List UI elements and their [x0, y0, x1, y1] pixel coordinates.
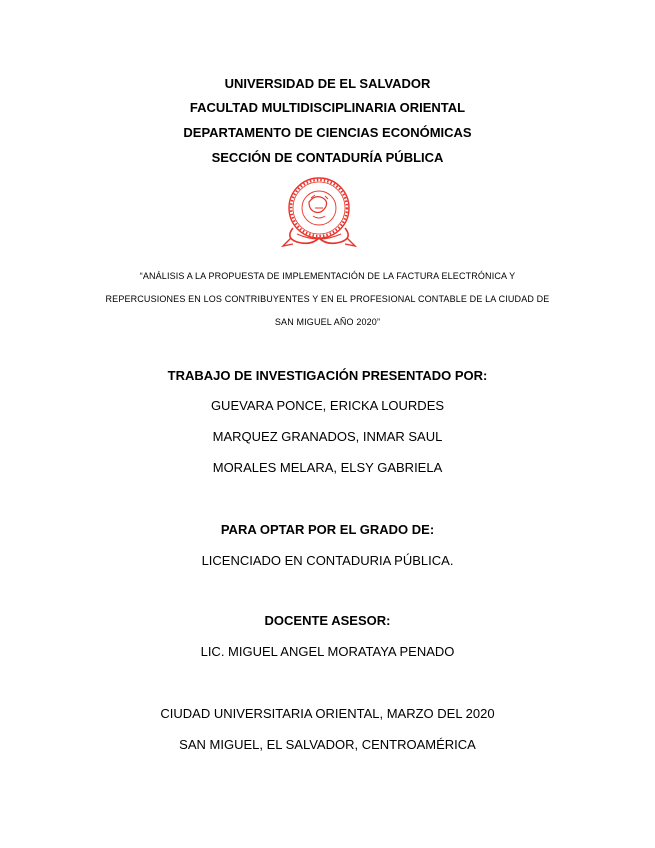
university-seal-icon	[277, 172, 361, 254]
degree-heading: PARA OPTAR POR EL GRADO DE:	[220, 522, 435, 537]
section-name: SECCIÓN DE CONTADURÍA PÚBLICA	[211, 150, 444, 165]
thesis-title-line-3: SAN MIGUEL AÑO 2020”	[274, 317, 381, 327]
advisor-heading: DOCENTE ASESOR:	[264, 613, 391, 628]
university-name: UNIVERSIDAD DE EL SALVADOR	[224, 76, 431, 91]
department-name: DEPARTAMENTO DE CIENCIAS ECONÓMICAS	[183, 125, 472, 140]
thesis-title-line-2: REPERCUSIONES EN LOS CONTRIBUYENTES Y EN EL PROFESIONAL CONTABLE DE LA CIUDAD DE	[105, 294, 550, 304]
location: SAN MIGUEL, EL SALVADOR, CENTROAMÉRICA	[179, 737, 476, 752]
author-name: GUEVARA PONCE, ERICKA LOURDES	[210, 398, 445, 413]
author-name: MARQUEZ GRANADOS, INMAR SAUL	[212, 429, 443, 444]
authors-heading: TRABAJO DE INVESTIGACIÓN PRESENTADO POR:	[167, 368, 488, 383]
author-name: MORALES MELARA, ELSY GABRIELA	[212, 460, 443, 475]
thesis-title-line-1: “ANÁLISIS A LA PROPUESTA DE IMPLEMENTACIÓN DE LA FACTURA ELECTRÓNICA Y	[139, 271, 516, 281]
advisor-name: LIC. MIGUEL ANGEL MORATAYA PENADO	[200, 644, 455, 659]
place-date: CIUDAD UNIVERSITARIA ORIENTAL, MARZO DEL 2020	[160, 706, 495, 721]
degree-value: LICENCIADO EN CONTADURIA PÚBLICA.	[201, 553, 454, 568]
faculty-name: FACULTAD MULTIDISCIPLINARIA ORIENTAL	[189, 100, 466, 115]
